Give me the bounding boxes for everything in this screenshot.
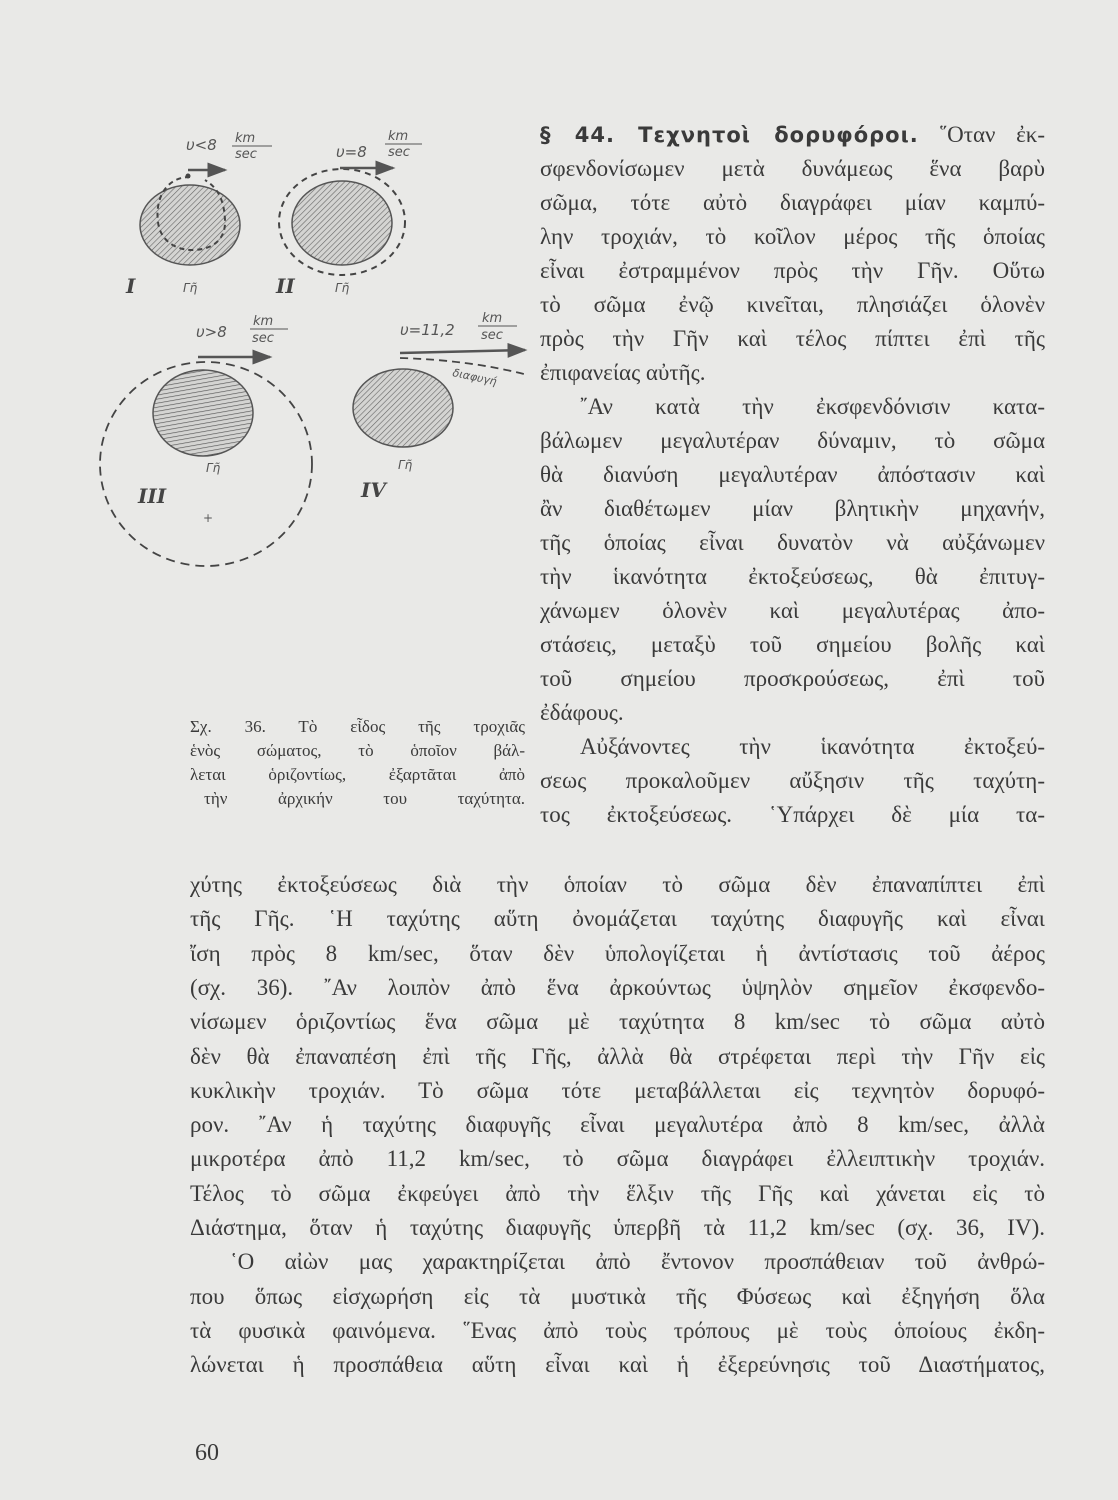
text-line: εἶναι ἐστραμμένον πρὸς τὴν Γῆν. Οὕτω	[540, 258, 1045, 283]
text-line: νίσωμεν ὁριζοντίως ἕνα σῶμα μὲ ταχύτητα 8 km/sec τὸ σῶμα αὐτὸ	[190, 1009, 1045, 1035]
figure-caption-line: Σχ. 36. Τὸ εἶδος τῆς τροχιᾶς	[190, 717, 525, 736]
speed-label: υ=8	[336, 143, 367, 161]
figure-caption-line: τὴν ἀρχικήν του ταχύτητα.	[204, 789, 525, 808]
panel-roman-label: II	[276, 274, 295, 298]
speed-label: υ<8	[186, 136, 217, 154]
unit-denominator: sec	[235, 147, 257, 162]
figure-caption-line: λεται ὁριζοντίως, ἐξαρτᾶται ἀπὸ	[190, 765, 525, 784]
section-heading: § 44. Τεχνητοὶ δορυφόροι.	[540, 123, 919, 147]
text-line: στάσεις, μεταξὺ τοῦ σημείου βολῆς καὶ	[540, 632, 1045, 657]
panel-iv	[353, 311, 528, 502]
text-line: λώνεται ἡ προσπάθεια αὕτη εἶναι καὶ ἡ ἐξερεύνησις τοῦ Διαστήματος,	[190, 1352, 1045, 1378]
unit-numerator: km	[235, 131, 256, 146]
text-line: πρὸς τὴν Γῆν καὶ τέλος πίπτει ἐπὶ τῆς	[540, 326, 1045, 351]
text-line: ἴση πρὸς 8 km/sec, ὅταν δὲν ὑπολογίζεται ἡ ἀντίστασις τοῦ ἀέρος	[190, 940, 1045, 966]
panel-i	[125, 131, 272, 298]
text-line: τὸ σῶμα ἐνῷ κινεῖται, πλησιάζει ὁλονὲν	[540, 292, 1045, 317]
text-line: θὰ διανύση μεγαλυτέραν ἀπόστασιν καὶ	[540, 462, 1045, 487]
text-line: που ὅπως εἰσχωρήση εἰς τὰ μυστικὰ τῆς Φύσεως καὶ ἐξηγήση ὅλα	[190, 1283, 1045, 1309]
text-line: τῆς ὁποίας εἶναι δυνατὸν νὰ αὐξάνωμεν	[540, 530, 1045, 555]
text-line: μικροτέρα ἀπὸ 11,2 km/sec, τὸ σῶμα διαγράφει ἐλλειπτικὴν τροχιάν.	[190, 1146, 1045, 1172]
text-line: χύτης ἐκτοξεύσεως διὰ τὴν ὁποίαν τὸ σῶμα δὲν ἐπαναπίπτει ἐπὶ	[190, 872, 1045, 897]
text-line: τος ἐκτοξεύσεως. ῾Υπάρχει δὲ μία τα-	[540, 802, 1045, 827]
text-line: ῎Αν κατὰ τὴν ἐκσφενδόνισιν κατα-	[580, 394, 1045, 419]
earth-label: Γῆ	[335, 281, 350, 295]
panel-roman-label: I	[126, 274, 136, 298]
text-line: ἐπιφανείας αὐτῆς.	[540, 360, 706, 385]
orbit-figure	[90, 120, 540, 600]
speed-label: υ>8	[196, 323, 227, 341]
text-line: Τέλος τὸ σῶμα ἐκφεύγει ἀπὸ τὴν ἕλξιν τῆς Γῆς καὶ χάνεται εἰς τὸ	[190, 1180, 1045, 1206]
text-line: ῞Οταν ἐκ-	[939, 122, 1045, 147]
section-heading-line	[540, 120, 1045, 150]
text-line: Διάστημα, ὅταν ἡ ταχύτης διαφυγῆς ὑπερβῆ τὰ 11,2 km/sec (σχ. 36, IV).	[190, 1215, 1045, 1240]
text-line: βάλωμεν μεγαλυτέραν δύναμιν, τὸ σῶμα	[540, 428, 1045, 453]
figure-caption-line: ἑνὸς σώματος, τὸ ὁποῖον βάλ-	[190, 741, 525, 760]
unit-numerator: km	[388, 129, 409, 144]
svg-text:+: +	[203, 511, 214, 525]
text-line: κυκλικὴν τροχιάν. Τὸ σῶμα τότε μεταβάλλεται εἰς τεχνητὸν δορυφό-	[190, 1077, 1045, 1103]
text-line: ρον. ῎Αν ἡ ταχύτης διαφυγῆς εἶναι μεγαλυτέρα ἀπὸ 8 km/sec, ἀλλὰ	[190, 1112, 1045, 1138]
panel-roman-label: IV	[361, 478, 386, 502]
text-line: τὴν ἱκανότητα ἐκτοξεύσεως, θὰ ἐπιτυγ-	[540, 564, 1045, 589]
text-line: σῶμα, τότε αὐτὸ διαγράφει μίαν καμπύ-	[540, 190, 1045, 215]
text-line: ῾Ο αἰὼν μας χαρακτηρίζεται ἀπὸ ἔντονον προσπάθειαν τοῦ ἀνθρώ-	[230, 1249, 1045, 1275]
escape-label: διαφυγή	[451, 366, 498, 389]
text-line: ἐδάφους.	[540, 700, 624, 725]
text-line: ἂν διαθέτωμεν μίαν βλητικὴν μηχανήν,	[540, 496, 1045, 521]
earth-label: Γῆ	[183, 281, 198, 295]
earth-circle	[153, 370, 253, 456]
text-line: τοῦ σημείου προσκρούσεως, ἐπὶ τοῦ	[540, 666, 1045, 691]
unit-denominator: sec	[388, 145, 410, 160]
text-line: (σχ. 36). ῎Αν λοιπὸν ἀπὸ ἕνα ἀρκούντως ὑψηλὸν σημεῖον ἐκσφενδο-	[190, 974, 1045, 1000]
text-line: λην τροχιάν, τὸ κοῖλον μέρος τῆς ὁποίας	[540, 224, 1045, 249]
text-line: σφενδονίσωμεν μετὰ δυνάμεως ἕνα βαρὺ	[540, 156, 1045, 181]
panel-iii	[100, 314, 312, 566]
earth-circle	[353, 369, 453, 447]
panel-roman-label: III	[138, 484, 167, 508]
panel-ii	[275, 129, 422, 298]
earth-label: Γῆ	[206, 461, 221, 475]
text-line: χάνωμεν ὁλονὲν καὶ μεγαλυτέρας ἀπο-	[540, 598, 1045, 623]
text-line: Αὐξάνοντες τὴν ἱκανότητα ἐκτοξεύ-	[580, 734, 1045, 759]
earth-circle	[292, 181, 392, 265]
speed-label: υ=11,2	[400, 321, 455, 339]
text-line: τὰ φυσικὰ φαινόμενα. ῞Ενας ἀπὸ τοὺς τρόπους μὲ τοὺς ὁποίους ἐκδη-	[190, 1317, 1045, 1343]
earth-label: Γῆ	[398, 458, 413, 472]
text-line: τῆς Γῆς. ῾Η ταχύτης αὕτη ὀνομάζεται ταχύτης διαφυγῆς καὶ εἶναι	[190, 906, 1045, 932]
text-line: δὲν θὰ ἐπαναπέση ἐπὶ τῆς Γῆς, ἀλλὰ θὰ στρέφεται περὶ τὴν Γῆν εἰς	[190, 1043, 1045, 1069]
page-number: 60	[195, 1440, 219, 1466]
unit-denominator: sec	[252, 331, 274, 346]
text-line: σεως προκαλοῦμεν αὔξησιν τῆς ταχύτη-	[540, 768, 1045, 793]
unit-denominator: sec	[481, 328, 503, 343]
unit-numerator: km	[482, 311, 503, 326]
unit-numerator: km	[253, 314, 274, 329]
velocity-arrow	[400, 350, 525, 353]
